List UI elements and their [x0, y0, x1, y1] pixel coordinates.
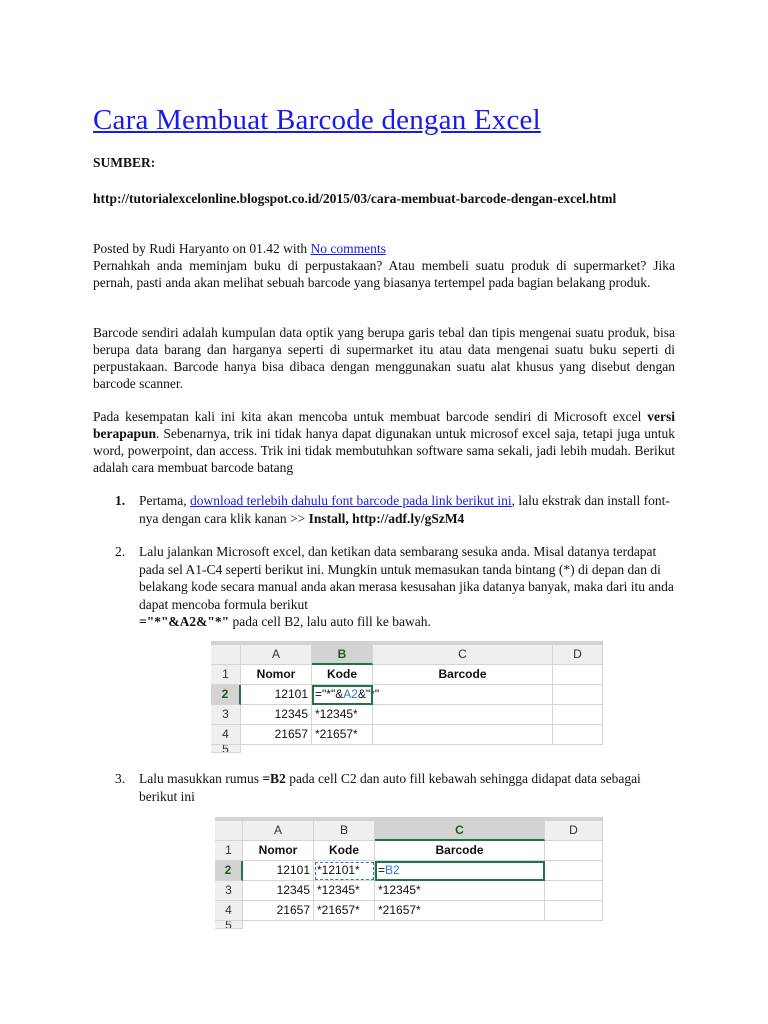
sheet2-a3: 12345 — [243, 881, 314, 901]
sheet1-formula-ref: A2 — [343, 687, 358, 701]
sheet2-col-c: C — [375, 821, 545, 841]
step-2-number: 2. — [115, 544, 126, 559]
sheet1-formula-b: &"*" — [357, 687, 380, 701]
sheet2-c2-formula[interactable] — [375, 861, 545, 881]
sheet2-a1: Nomor — [243, 841, 314, 861]
source-label: SUMBER: — [93, 155, 156, 170]
sheet1-row-4: 4 — [211, 725, 241, 745]
step-3-text-b: pada cell C2 dan auto fill kebawah sehingga didapat data sebagai berikut ini — [139, 771, 641, 804]
step-2-text: Lalu jalankan Microsoft excel, dan ketikan data sembarang sesuka anda. Misal datanya terdapat pada sel A1-C4 seperti berikut ini. Mungkin untuk memasukan tanda bintang (*) di depan dan di belakang kode secara manual anda akan merasa kesusahan jika datanya banyak, maka dari itu anda dapat mencoba formula berikut — [139, 544, 674, 612]
sheet2-row-1: 1 — [215, 841, 243, 861]
paragraph-overview — [93, 408, 675, 476]
sheet1-col-d: D — [553, 645, 603, 665]
sheet2-row-4: 4 — [215, 901, 243, 921]
step-3-text-a: Lalu masukkan rumus — [139, 771, 263, 786]
step-1-install-bold: Install, http://adf.ly/gSzM4 — [308, 510, 465, 526]
p3-text-a: Pada kesempatan kali ini kita akan mencoba untuk membuat barcode sendiri di Microsoft excel — [93, 409, 648, 424]
p3-bold: versi berapapun — [93, 409, 675, 441]
sheet1-a2: 12101 — [241, 685, 312, 705]
sheet1-row-3: 3 — [211, 705, 241, 725]
sheet2-b2: *12101* — [314, 861, 375, 881]
sheet1-corner — [211, 645, 241, 665]
sheet2-b4: *21657* — [314, 901, 375, 921]
sheet1-row-5: 5 — [211, 745, 241, 753]
sheet1-b1: Kode — [312, 665, 373, 685]
sheet1-a4: 21657 — [241, 725, 312, 745]
sheet1-row-2: 2 — [211, 685, 241, 705]
step-2-text-tail: pada cell B2, lalu auto fill ke bawah. — [229, 614, 431, 629]
sheet2-a2: 12101 — [243, 861, 314, 881]
sheet1-row-1: 1 — [211, 665, 241, 685]
sheet1-c4 — [373, 725, 553, 745]
step-2-body — [139, 543, 675, 631]
sheet2-row-5: 5 — [215, 921, 243, 929]
sheet2-c3: *12345* — [375, 881, 545, 901]
sheet1-b2-formula[interactable] — [312, 685, 380, 705]
sheet2-b3: *12345* — [314, 881, 375, 901]
step-1-number: 1. — [115, 493, 126, 508]
sheet2-corner — [215, 821, 243, 841]
sheet1-col-c: C — [373, 645, 553, 665]
sheet2-col-b: B — [314, 821, 375, 841]
step-3-number: 3. — [115, 771, 126, 786]
sheet2-col-d: D — [545, 821, 603, 841]
sheet2-d3 — [545, 881, 603, 901]
sheet1-d1 — [553, 665, 603, 685]
sheet2-d2 — [545, 861, 603, 881]
spreadsheet-image-1 — [211, 641, 603, 753]
sheet1-d3 — [553, 705, 603, 725]
sheet2-a4: 21657 — [243, 901, 314, 921]
sheet2-c4: *21657* — [375, 901, 545, 921]
sheet1-c2 — [373, 685, 553, 705]
sheet1-a1: Nomor — [241, 665, 312, 685]
sheet2-d1 — [545, 841, 603, 861]
sheet2-d4 — [545, 901, 603, 921]
sheet1-a3: 12345 — [241, 705, 312, 725]
page-title[interactable]: Cara Membuat Barcode dengan Excel — [93, 104, 541, 136]
step-1-text-a: Pertama, — [139, 493, 190, 508]
posted-line — [93, 240, 386, 257]
step-1-text-b: , lalu ekstrak dan install font-nya dengan cara klik kanan >> — [139, 493, 670, 526]
p3-text-b: . Sebenarnya, trik ini tidak hanya dapat digunakan untuk microsof excel saja, tetapi juga untuk word, powerpoint, dan access. Trik ini tidak membutuhkan software sama sekali, jadi lebih mudah. Berikut adalah cara membuat barcode batang — [93, 426, 675, 475]
posted-prefix: Posted by Rudi Haryanto on 01.42 with — [93, 241, 311, 256]
step-3-body — [139, 770, 675, 805]
sheet2-row-2: 2 — [215, 861, 243, 881]
sheet1-col-b: B — [312, 645, 373, 665]
sheet2-formula-ref: B2 — [385, 863, 400, 877]
sheet1-b4: *21657* — [312, 725, 373, 745]
sheet2-b1: Kode — [314, 841, 375, 861]
sheet1-b3: *12345* — [312, 705, 373, 725]
sheet1-c1: Barcode — [373, 665, 553, 685]
sheet1-d2 — [553, 685, 603, 705]
download-font-link[interactable]: download terlebih dahulu font barcode pada link berikut ini — [189, 493, 512, 508]
paragraph-intro: Pernahkah anda meminjam buku di perpustakaan? Atau membeli suatu produk di supermarket? Jika pernah, pasti anda akan melihat sebuah barcode yang biasanya tertempel pada bagian belakang produk. — [93, 258, 675, 290]
step-1-body — [139, 492, 675, 527]
sheet2-formula-eq: = — [378, 863, 386, 877]
source-url: http://tutorialexcelonline.blogspot.co.id/2015/03/cara-membuat-barcode-dengan-excel.html — [93, 191, 617, 206]
sheet1-d4 — [553, 725, 603, 745]
step-3-bold: =B2 — [262, 771, 286, 786]
sheet1-c3 — [373, 705, 553, 725]
sheet1-formula-a: ="*"& — [315, 687, 344, 701]
sheet2-row-3: 3 — [215, 881, 243, 901]
paragraph-barcode-definition: Barcode sendiri adalah kumpulan data optik yang berupa garis tebal dan tipis mengenai suatu produk, bisa berupa data barang dan harganya seperti di supermarket itu atau data mengenai suatu buku seperti di perpustakaan. Barcode hanya bisa dibaca dengan menggunakan suatu alat khusus yang disebut dengan barcode scanner. — [93, 325, 675, 391]
sheet2-c1: Barcode — [375, 841, 545, 861]
step-2-formula: ="*"&A2&"*" — [139, 614, 230, 629]
sheet1-col-a: A — [241, 645, 312, 665]
sheet2-col-a: A — [243, 821, 314, 841]
comments-link[interactable]: No comments — [310, 241, 386, 256]
spreadsheet-image-2 — [215, 817, 603, 929]
